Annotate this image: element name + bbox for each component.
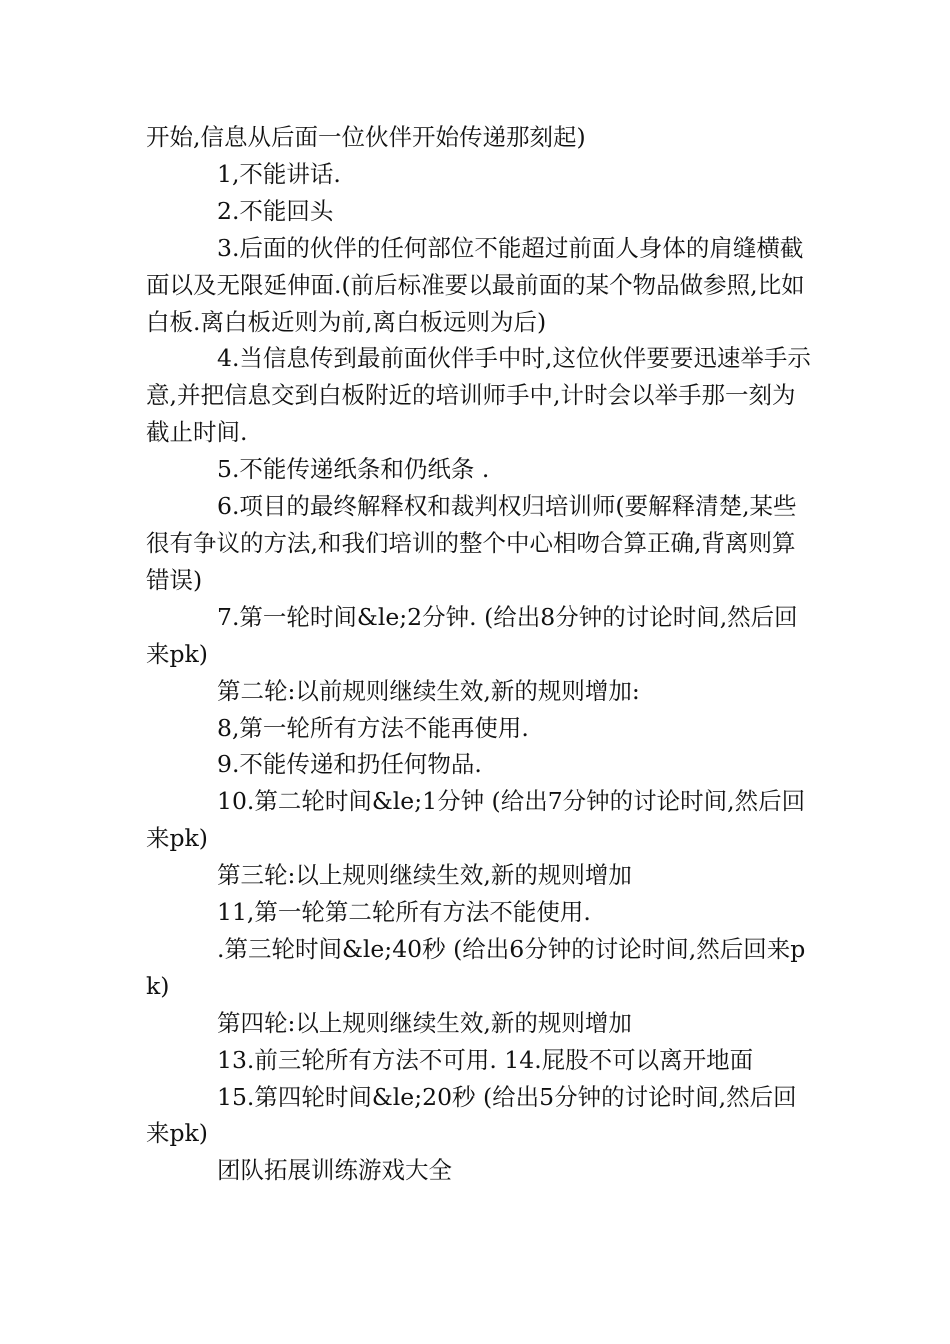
rule-9: 9.不能传递和扔任何物品. — [217, 750, 482, 779]
rule-6: 6.项目的最终解释权和裁判权归培训师(要解释清楚,某些很有争议的方法,和我们培训的整个中心相吻合算正确,背离则算错误) — [146, 492, 797, 594]
paragraph-continuation: 开始,信息从后面一位伙伴开始传递那刻起) — [146, 123, 586, 151]
round-3-time: .第三轮时间&le;40秒 (给出6分钟的讨论时间,然后回来pk) — [146, 934, 806, 1000]
rule-5: 5.不能传递纸条和仍纸条 . — [217, 455, 490, 484]
rule-7-round-1-time: 7.第一轮时间&le;2分钟. (给出8分钟的讨论时间,然后回来pk) — [146, 602, 798, 668]
rule-8: 8,第一轮所有方法不能再使用. — [217, 713, 529, 742]
round-3-heading: 第三轮:以上规则继续生效,新的规则增加 — [217, 861, 632, 890]
round-4-heading: 第四轮:以上规则继续生效,新的规则增加 — [217, 1008, 632, 1037]
section-title: 团队拓展训练游戏大全 — [217, 1156, 452, 1185]
rule-2: 2.不能回头 — [217, 196, 334, 225]
rule-10-round-2-time: 10.第二轮时间&le;1分钟 (给出7分钟的讨论时间,然后回来pk) — [146, 787, 806, 853]
rule-1: 1,不能讲话. — [217, 159, 341, 188]
document-body — [146, 119, 811, 1189]
rule-13-14: 13.前三轮所有方法不可用. 14.屁股不可以离开地面 — [217, 1045, 754, 1074]
rule-11: 11,第一轮第二轮所有方法不能使用. — [217, 898, 591, 927]
rule-4: 4.当信息传到最前面伙伴手中时,这位伙伴要要迅速举手示意,并把信息交到白板附近的培训师手中,计时会以举手那一刻为截止时间. — [146, 344, 811, 447]
rule-15-round-4-time: 15.第四轮时间&le;20秒 (给出5分钟的讨论时间,然后回来pk) — [146, 1082, 797, 1148]
round-2-heading: 第二轮:以前规则继续生效,新的规则增加: — [217, 676, 640, 705]
rule-3: 3.后面的伙伴的任何部位不能超过前面人身体的肩缝横截面以及无限延伸面.(前后标准要以最前面的某个物品做参照,比如白板.离白板近则为前,离白板远则为后) — [146, 233, 805, 336]
